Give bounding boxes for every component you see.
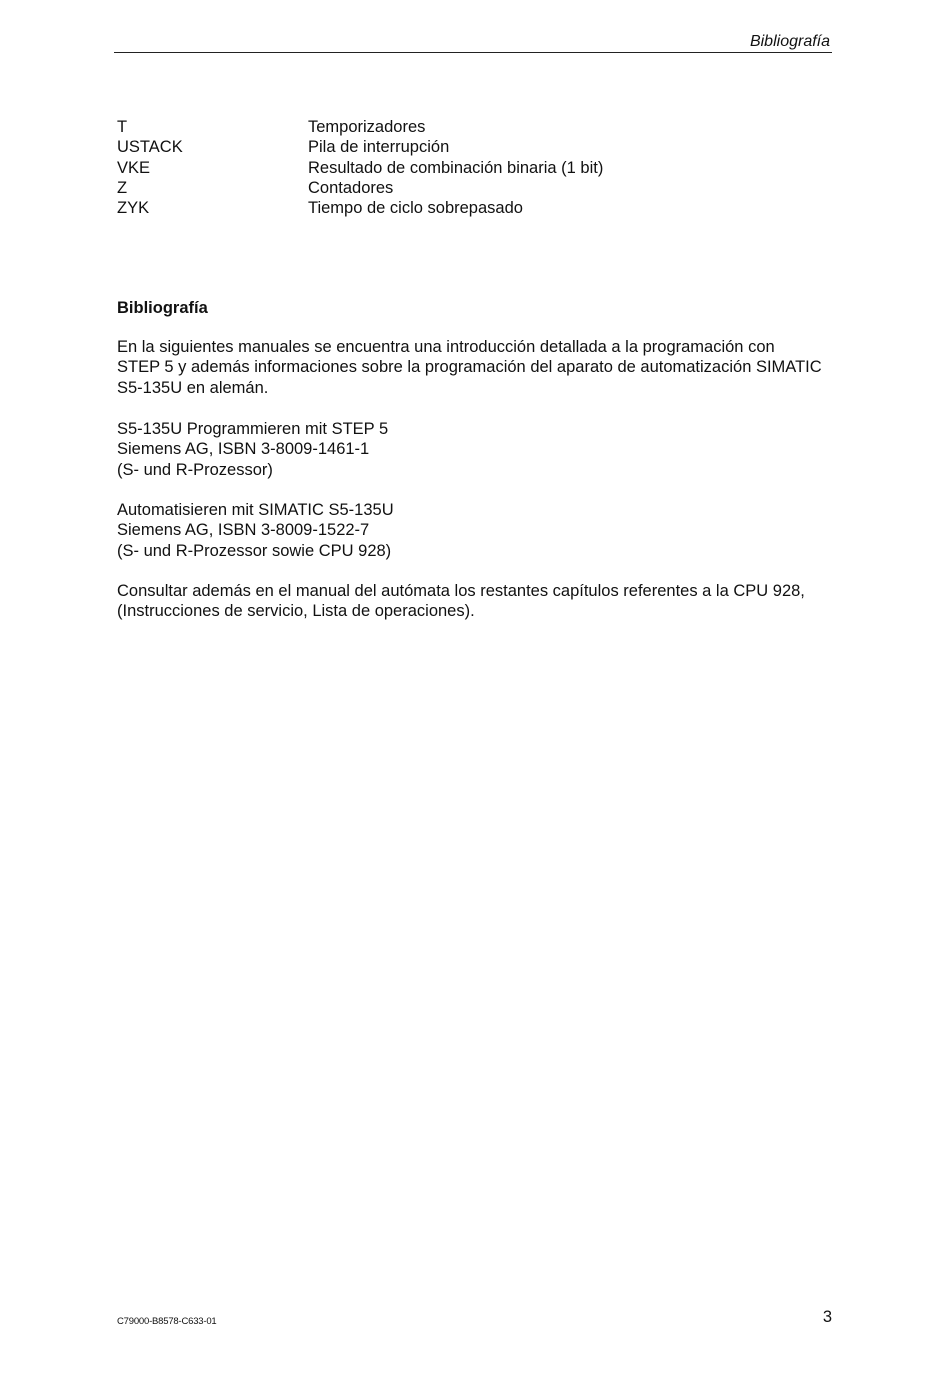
intro-line: STEP 5 y además informaciones sobre la programación del aparato de automatización SIMATIC [117, 358, 822, 377]
abbreviation-meaning: Tiempo de ciclo sobrepasado [308, 199, 523, 218]
closing-line: (Instrucciones de servicio, Lista de operaciones). [117, 602, 475, 621]
section-heading: Bibliografía [117, 299, 208, 317]
reference-title: Automatisieren mit SIMATIC S5-135U [117, 501, 394, 519]
abbreviation-row [117, 198, 603, 218]
abbreviation-list [117, 117, 603, 218]
reference-note: (S- und R-Prozessor sowie CPU 928) [117, 541, 392, 560]
abbreviation-term: Z [117, 178, 128, 197]
abbreviation-term: USTACK [117, 138, 183, 157]
intro-paragraph [117, 337, 837, 398]
abbreviation-term: VKE [117, 158, 151, 177]
reference-note: (S- und R-Prozessor) [117, 460, 273, 479]
closing-paragraph [117, 581, 837, 622]
abbreviation-row [117, 117, 603, 137]
abbreviation-row [117, 158, 603, 178]
intro-line: En la siguientes manuales se encuentra una introducción detallada a la programación con [117, 338, 775, 356]
document-code: C79000-B8578-C633-01 [117, 1316, 217, 1327]
reference-entry [117, 419, 837, 480]
reference-title: S5-135U Programmieren mit STEP 5 [117, 420, 389, 438]
intro-line: S5-135U en alemán. [117, 378, 269, 397]
reference-publisher: Siemens AG, ISBN 3-8009-1522-7 [117, 521, 370, 540]
abbreviation-term: T [117, 118, 128, 136]
abbreviation-meaning: Resultado de combinación binaria (1 bit) [308, 158, 604, 177]
abbreviation-meaning: Pila de interrupción [308, 138, 450, 157]
abbreviation-meaning: Contadores [308, 178, 394, 197]
header-rule [114, 52, 832, 53]
reference-publisher: Siemens AG, ISBN 3-8009-1461-1 [117, 440, 370, 459]
closing-line: Consultar además en el manual del autómata los restantes capítulos referentes a la CPU 928, [117, 582, 805, 600]
abbreviation-meaning: Temporizadores [308, 118, 426, 136]
abbreviation-row [117, 137, 603, 157]
reference-entry [117, 500, 837, 561]
abbreviation-term: ZYK [117, 199, 150, 218]
page-number: 3 [822, 1308, 832, 1326]
running-header-title: Bibliografía [749, 33, 830, 50]
abbreviation-row [117, 178, 603, 198]
